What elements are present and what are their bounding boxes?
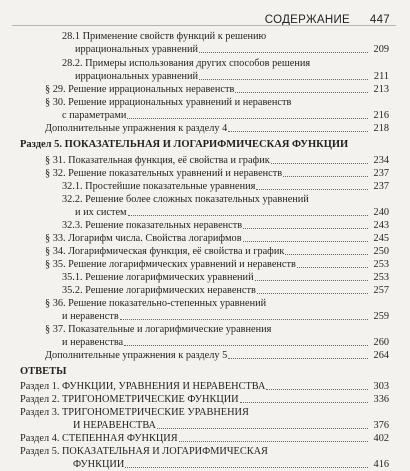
toc-entry: 28.1 Применение свойств функций к решению [62,31,267,42]
toc-entry: § 36. Решение показательно-степенных уравнений [45,298,267,309]
toc-entry: § 33. Логарифм числа. Свойства логарифмов 245 [45,233,389,244]
toc-entry: и неравенства 260 [62,337,389,348]
toc-entry: 32.3. Решение показательных неравенств 243 [62,220,389,231]
toc-entry: § 37. Показательные и логарифмические уравнения [45,324,272,335]
toc-entry: Раздел 5. ПОКАЗАТЕЛЬНАЯ И ЛОГАРИФМИЧЕСКАЯ [20,446,268,457]
toc-entry: иррациональных уравнений 211 [75,71,389,82]
toc-entry: и неравенств 259 [62,311,389,322]
toc-entry: 35.1. Решение логарифмических уравнений 253 [62,272,389,283]
toc-entry: Дополнительные упражнения к разделу 5 264 [45,350,389,361]
answers-heading: ОТВЕТЫ [20,366,67,377]
header-rule [12,25,396,26]
toc-entry: § 31. Показательная функция, её свойства и график 234 [45,155,389,166]
toc-entry: ФУНКЦИИ 416 [73,459,389,470]
toc-entry: Раздел 3. ТРИГОНОМЕТРИЧЕСКИЕ УРАВНЕНИЯ [20,407,249,418]
toc-entry: 32.2. Решение более сложных показательных уравнений [62,194,309,205]
toc-entry: иррациональных уравнений 209 [75,44,389,55]
header-title: СОДЕРЖАНИЕ [264,14,350,26]
toc-entry: 32.1. Простейшие показательные уравнения 237 [62,181,389,192]
toc-entry: Раздел 2. ТРИГОНОМЕТРИЧЕСКИЕ ФУНКЦИИ 336 [20,394,389,405]
toc-entry: Дополнительные упражнения к разделу 4 218 [45,123,389,134]
toc-entry: § 34. Логарифмическая функция, её свойства и график 250 [45,246,389,257]
toc-entry: и их систем 240 [75,207,389,218]
toc-entry: Раздел 4. СТЕПЕННАЯ ФУНКЦИЯ 402 [20,433,389,444]
toc-entry: И НЕРАВЕНСТВА 376 [73,420,389,431]
toc-entry: 28.2. Примеры использования других способов решения [62,58,311,69]
toc-entry: § 32. Решение показательных уравнений и неравенств 237 [45,168,389,179]
toc-entry: § 35. Решение логарифмических уравнений и неравенств 253 [45,259,389,270]
running-header [0,11,410,31]
toc-entry: § 29. Решение иррациональных неравенств 213 [45,84,389,95]
toc-entry: § 30. Решение иррациональных уравнений и неравенств [45,97,292,108]
toc-entry: с параметрами 216 [62,110,389,121]
toc-entry: 35.2. Решение логарифмических неравенств 257 [62,285,389,296]
header-page-number: 447 [369,14,390,26]
section-heading: Раздел 5. ПОКАЗАТЕЛЬНАЯ И ЛОГАРИФМИЧЕСКАЯ ФУНКЦИИ [20,139,349,150]
toc-entry: Раздел 1. ФУНКЦИИ, УРАВНЕНИЯ И НЕРАВЕНСТВА 303 [20,381,389,392]
